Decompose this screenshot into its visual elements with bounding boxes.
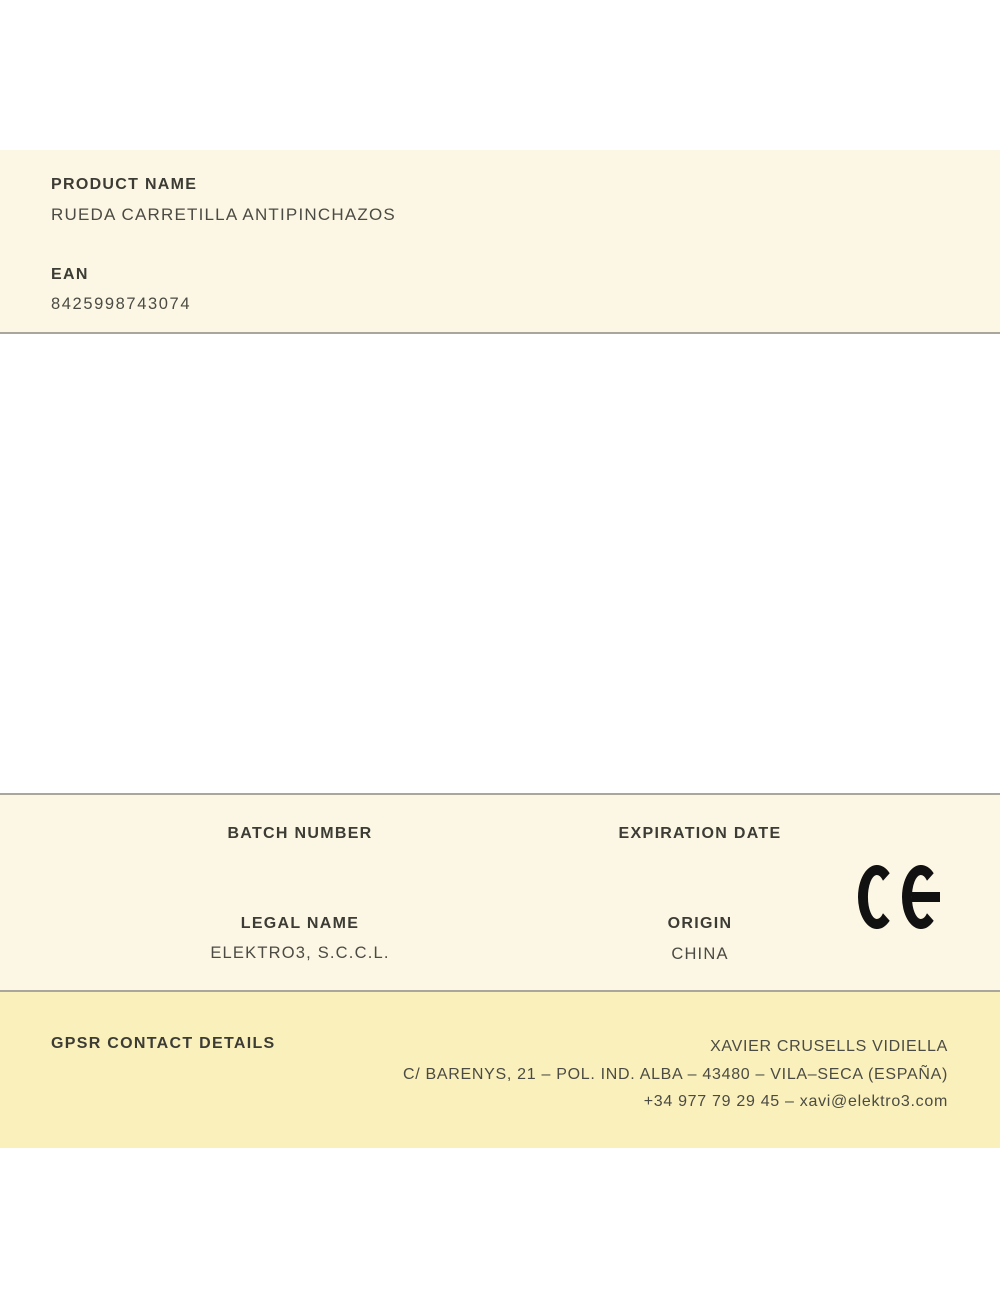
legal-name-value: ELEKTRO3, S.C.C.L.	[210, 944, 390, 962]
origin-value: CHINA	[671, 945, 729, 963]
gpsr-contact-panel	[0, 992, 1000, 1148]
ean-label: EAN	[51, 266, 89, 283]
gpsr-contact-label: GPSR CONTACT DETAILS	[51, 1035, 276, 1052]
origin-label: ORIGIN	[667, 915, 733, 932]
batch-number-label: BATCH NUMBER	[227, 825, 373, 842]
contact-phone-email: +34 977 79 29 45 – xavi@elektro3.com	[643, 1093, 948, 1110]
batch-legal-panel	[0, 793, 1000, 992]
legal-name-label: LEGAL NAME	[240, 915, 360, 932]
ce-mark-icon	[858, 865, 943, 929]
product-name-value: RUEDA CARRETILLA ANTIPINCHAZOS	[51, 205, 396, 224]
product-info-panel	[0, 150, 1000, 334]
expiration-date-label: EXPIRATION DATE	[618, 825, 782, 842]
product-name-label: PRODUCT NAME	[51, 176, 198, 193]
contact-address: C/ BARENYS, 21 – POL. IND. ALBA – 43480 – VILA–SECA (ESPAÑA)	[402, 1065, 948, 1083]
ean-value: 8425998743074	[51, 295, 192, 313]
gpsr-contact-details	[403, 1033, 948, 1116]
contact-name: XAVIER CRUSELLS VIDIELLA	[710, 1038, 948, 1055]
